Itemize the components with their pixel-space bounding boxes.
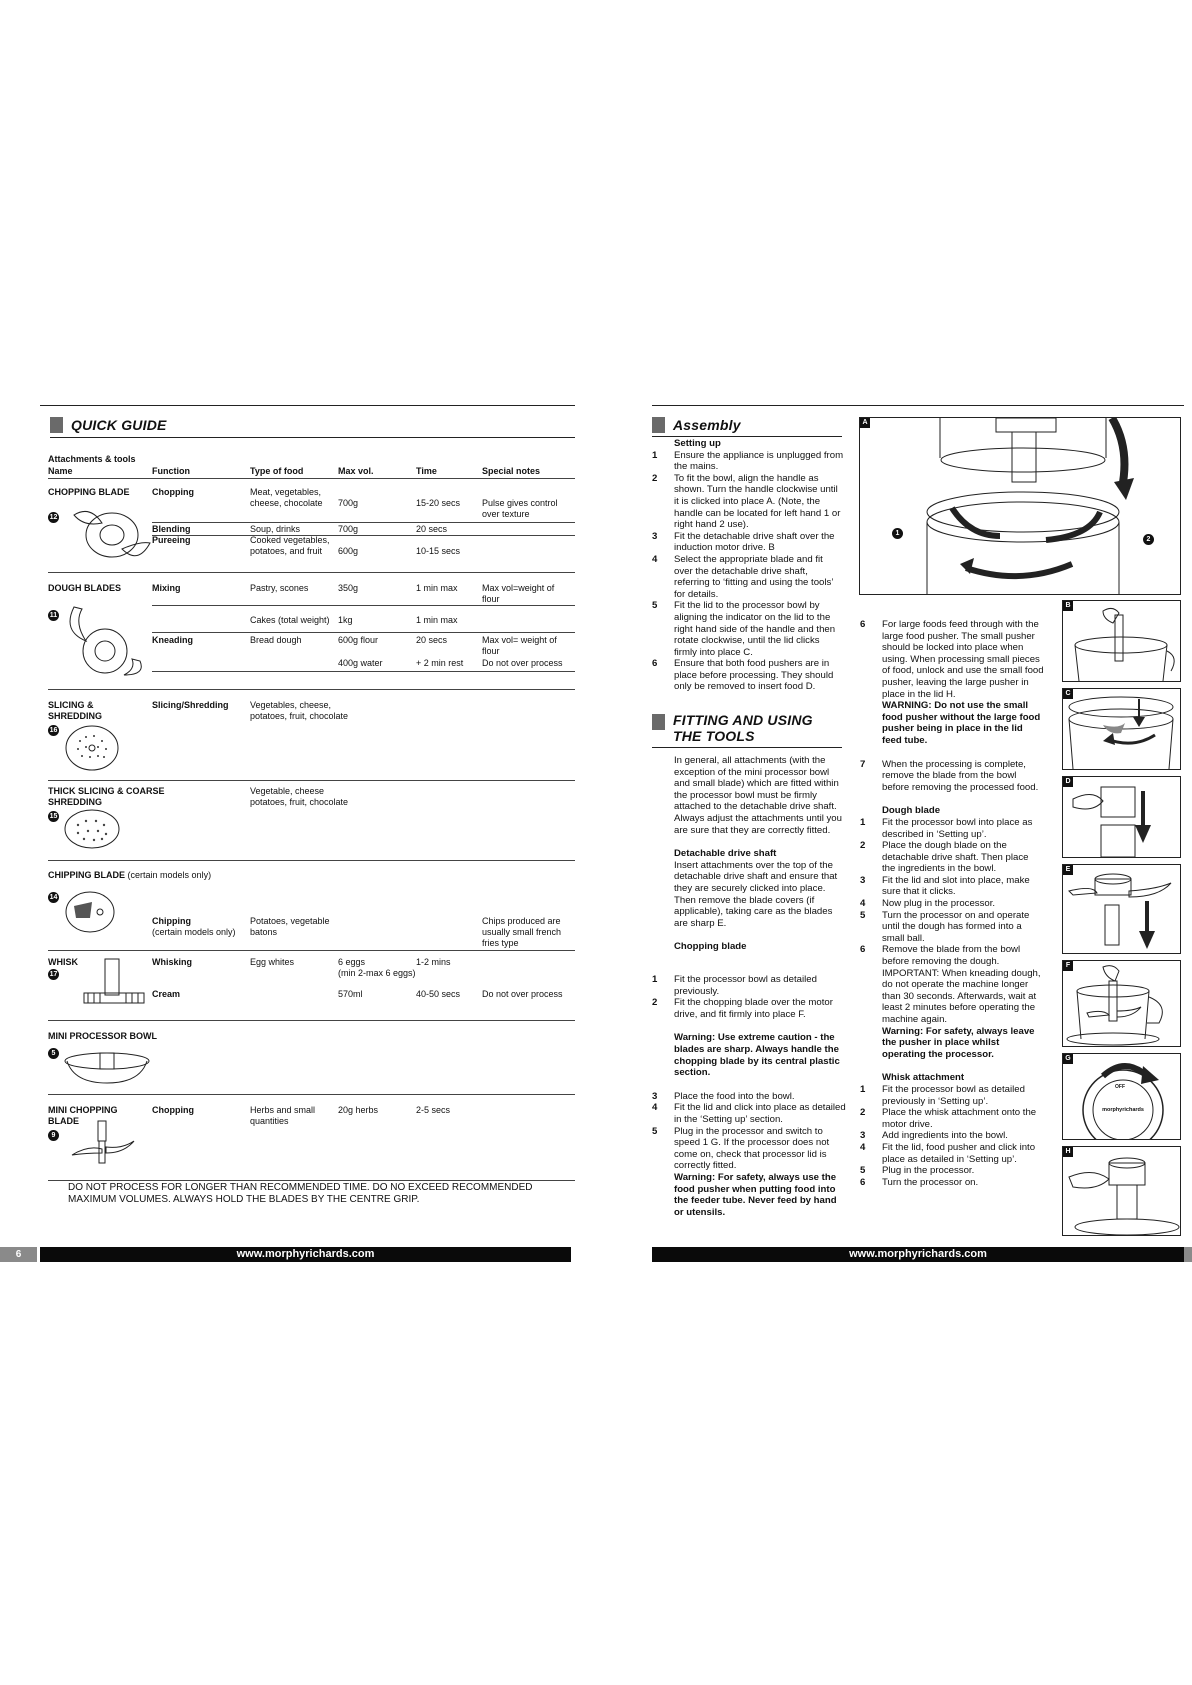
row-name: CHIPPING BLADE (48, 870, 126, 880)
step-item (860, 944, 1044, 1025)
step-item (652, 658, 844, 693)
fitting-column (674, 755, 846, 953)
fitting-header (652, 712, 845, 744)
cell-time: 1 min max (416, 615, 458, 625)
whisk-steps (860, 1084, 1044, 1188)
callout-2: 2 (1143, 534, 1154, 545)
right-page (652, 405, 1184, 1265)
badge-9: 9 (48, 1130, 59, 1141)
cell-time: 10-15 secs (416, 546, 461, 556)
row-name: MINI PROCESSOR BOWL (48, 1031, 158, 1041)
header-square-icon (50, 417, 63, 433)
header-name: Name (48, 466, 73, 476)
figure-a-illustration (860, 418, 1180, 594)
step-text: Fit the processor bowl into place as described in ‘Setting up’. (882, 816, 1033, 840)
step-item (860, 1130, 1044, 1142)
cell-time: 2-5 secs (416, 1105, 451, 1115)
figure-e (1062, 864, 1181, 954)
step-text: Place the whisk attachment onto the motor drive. (882, 1107, 1037, 1130)
step-text: Plug in the processor and switch to speed 1 G. If the processor does not come on, check that processor lid is correctly fitted. (674, 1125, 830, 1172)
step-text: To fit the bowl, align the handle as shown. Turn the handle clockwise until it is clicked into place A. (Note, the handle can be located for left hand 1 or right hand 2 use). (674, 472, 841, 531)
cell-vol: 700g (338, 498, 359, 508)
pusher-steps (860, 619, 1044, 700)
chopping-blade-illustration (62, 505, 154, 565)
cell-vol: 700g (338, 524, 359, 534)
row-name: DOUGH BLADES (48, 583, 122, 593)
figure-label: D (1063, 777, 1073, 787)
cell-food: Soup, drinks (250, 524, 301, 534)
dough-steps (860, 817, 1044, 1026)
header-square-icon (652, 714, 665, 730)
row-name: WHISK (48, 957, 78, 967)
dial-off-mark: OFF (1115, 1084, 1125, 1090)
row-rule (152, 605, 575, 606)
cell-food: Pastry, scones (250, 583, 309, 593)
step-text: Fit the lid, food pusher and click into place as detailed in ‘Setting up’. (882, 1141, 1036, 1165)
step-item (652, 1102, 846, 1125)
step-item (652, 974, 846, 997)
fitting-title: FITTING AND USING THE TOOLS (673, 712, 813, 744)
row-rule (48, 1180, 575, 1181)
cell-food: Potatoes, vegetable batons (250, 916, 330, 937)
step-text: Select the appropriate blade and fit over the detachable drive shaft, referring to ‘fitting and using the tools’ for details. (674, 553, 834, 600)
cell-notes: Do not over process (482, 658, 563, 668)
step-text: For large foods feed through with the large food pusher. The small pusher should be locked into place when using. When processing small pieces of food, unlock and use the small food pusher, leaving the large pusher in place in the lid H. (882, 619, 1044, 700)
step-number: 1 (860, 1083, 866, 1095)
chopping-warning: Warning: Use extreme caution - the blades are sharp. Always handle the chopping blade by its central plastic section. (674, 1032, 840, 1079)
cell-function: Kneading (152, 635, 194, 645)
assembly-column (652, 438, 844, 693)
figure-h (1062, 1146, 1181, 1236)
cell-vol: 350g (338, 583, 359, 593)
cell-food: Vegetable, cheese potatoes, fruit, chocolate (250, 786, 349, 807)
step-number: 5 (860, 909, 866, 921)
cell-function: Whisking (152, 957, 192, 967)
cell-food: Cooked vegetables, potatoes, and fruit (250, 535, 330, 556)
chopping-warning-2: Warning: For safety, always use the food pusher when putting food into the feeder tube. Never feed by hand or utensils. (674, 1171, 837, 1218)
row-rule (48, 572, 575, 573)
badge-12: 12 (49, 514, 58, 521)
assembly-title: Assembly (673, 417, 741, 433)
cell-vol: 400g water (338, 658, 383, 668)
figure-label: A (860, 418, 870, 428)
mini-blade-illustration (68, 1119, 138, 1167)
row-rule (48, 780, 575, 781)
cell-vol: 600g (338, 546, 359, 556)
header-rule (48, 478, 575, 479)
step-number: 4 (860, 1141, 866, 1153)
step-item (652, 1126, 846, 1172)
row-name: SLICING & SHREDDING (48, 700, 103, 721)
step-number: 2 (860, 1107, 866, 1119)
cell-function: Chopping (152, 1105, 194, 1115)
step-number: 6 (860, 944, 866, 956)
cell-vol: 600g flour (338, 635, 379, 645)
step-item (652, 1091, 846, 1103)
figure-label: H (1063, 1147, 1073, 1157)
mini-bowl-illustration (62, 1047, 152, 1087)
step-text: Fit the lid and slot into place, make sure that it clicks. (882, 874, 1030, 898)
dough-warning: Warning: For safety, always leave the pusher in place whilst operating the processor. (882, 1025, 1035, 1060)
step-item (860, 817, 1044, 840)
page-title: QUICK GUIDE (71, 417, 167, 433)
assembly-header (652, 417, 741, 433)
cell-food: Vegetables, cheese, potatoes, fruit, chocolate (250, 700, 349, 721)
step-text: Add ingredients into the bowl. (882, 1130, 1008, 1142)
cell-notes: Max vol= weight of flour (482, 635, 557, 656)
step-item (860, 898, 1044, 910)
step-number: 4 (860, 898, 866, 910)
figure-label: B (1063, 601, 1073, 611)
cell-time: 40-50 secs (416, 989, 461, 999)
dough-title: Dough blade (882, 805, 941, 817)
figure-g (1062, 1053, 1181, 1140)
step-text: Turn the processor on. (882, 1176, 979, 1188)
step-text: Plug in the processor. (882, 1165, 975, 1177)
badge-17: 17 (49, 971, 58, 978)
pusher-warning: WARNING: Do not use the small food pusher without the large food pusher being in place in the lid feed tube. (882, 700, 1041, 746)
step-text: Fit the chopping blade over the motor drive, and fit firmly into place F. (674, 997, 833, 1020)
cell-vol: 20g herbs (338, 1105, 379, 1115)
page-number: 6 (0, 1247, 37, 1262)
cell-function: Pureeing (152, 535, 191, 545)
setting-up-title: Setting up (674, 438, 721, 449)
chopping-title: Chopping blade (674, 941, 747, 953)
row-name: THICK SLICING & COARSE SHREDDING (48, 786, 165, 807)
step-text: Fit the lid and click into place as detailed in the ‘Setting up’ section. (674, 1102, 846, 1125)
step-number: 3 (860, 874, 866, 886)
left-page (40, 405, 575, 1265)
top-rule (40, 405, 575, 406)
figure-g-illustration (1063, 1054, 1180, 1139)
step-number: 4 (652, 553, 658, 565)
cell-function: Chopping (152, 487, 194, 497)
row-rule (48, 1020, 575, 1021)
step-item (652, 450, 844, 473)
quick-guide-header (50, 417, 167, 433)
step-number: 2 (860, 840, 866, 852)
row-rule (152, 671, 575, 672)
chopping-steps (652, 974, 846, 1020)
figure-label: E (1063, 865, 1073, 875)
page-edge-tab (1184, 1247, 1192, 1262)
dial-brand-label: morphyrichards (1102, 1107, 1144, 1113)
slicing-disc-illustration (62, 723, 122, 773)
cell-food: Bread dough (250, 635, 302, 645)
step-item (860, 840, 1044, 875)
step-text: When the processing is complete, remove the blade from the bowl before removing the processed food. (882, 758, 1039, 793)
step-number: 6 (860, 619, 866, 630)
step-item (860, 619, 1044, 700)
step-text: Place the food into the bowl. (674, 1090, 795, 1102)
step-item (860, 1107, 1044, 1130)
header-square-icon (652, 417, 665, 433)
step-item (652, 997, 846, 1020)
cell-time: + 2 min rest (416, 658, 464, 668)
header-vol: Max vol. (338, 466, 374, 476)
step-item (652, 473, 844, 531)
cell-time: 1-2 mins (416, 957, 451, 967)
cell-time: 1 min max (416, 583, 458, 593)
cell-function: Slicing/Shredding (152, 700, 229, 710)
step-number: 2 (652, 472, 658, 484)
completion-steps (860, 759, 1044, 794)
figure-h-illustration (1063, 1147, 1180, 1235)
step-text: Remove the blade from the bowl before removing the dough. IMPORTANT: When kneading dough, do not operate the machine longer than 30 seconds. Afterwards, wait at least 2 minutes before operating the machine again. (882, 944, 1041, 1025)
step-text: Ensure the appliance is unplugged from the mains. (674, 449, 844, 473)
callout-1: 1 (892, 528, 903, 539)
row-rule (48, 950, 575, 951)
cell-time: 15-20 secs (416, 498, 461, 508)
drive-shaft-text: Insert attachments over the top of the detachable drive shaft and ensure that they are securely clicked into place. Then remove the blade covers (if applicable), taking care as the blades are sharp E. (674, 859, 838, 929)
row-rule (48, 689, 575, 690)
step-item (652, 600, 844, 658)
badge-15: 15 (49, 813, 58, 820)
row-rule (48, 1094, 575, 1095)
step-number: 7 (860, 758, 866, 770)
title-rule (652, 436, 842, 437)
badge-14: 14 (49, 894, 58, 901)
row-name: CHOPPING BLADE (48, 487, 130, 497)
step-item (860, 1142, 1044, 1165)
figure-label: C (1063, 689, 1073, 699)
drive-shaft-title: Detachable drive shaft (674, 848, 777, 860)
cell-function: Mixing (152, 583, 181, 593)
warning-note: DO NOT PROCESS FOR LONGER THAN RECOMMENDED TIME. DO NO EXCEED RECOMMENDED MAXIMUM VOLUMES. ALWAYS HOLD THE BLADES BY THE CENTRE GRIP. (68, 1182, 533, 1205)
row-rule (152, 632, 575, 633)
cell-vol-sub: (min 2-max 6 eggs) (338, 968, 416, 978)
step-number: 5 (860, 1165, 866, 1177)
step-text: Fit the processor bowl as detailed previously in ‘Setting up’. (882, 1083, 1025, 1107)
badge-11: 11 (49, 612, 58, 619)
figure-f (1062, 960, 1181, 1047)
figure-e-illustration (1063, 865, 1180, 953)
step-number: 3 (652, 1090, 658, 1102)
figure-b-illustration (1063, 601, 1180, 681)
dough-blade-illustration (60, 601, 150, 681)
step-item (860, 1084, 1044, 1107)
step-text: Fit the detachable drive shaft over the induction motor drive. B (674, 530, 835, 554)
cell-notes: Chips produced are usually small french fries type (482, 916, 562, 948)
figure-d-illustration (1063, 777, 1180, 857)
step-number: 5 (652, 600, 658, 612)
step-text: Fit the lid to the processor bowl by aligning the indicator on the lid to the right hand side of the handle and then rotate clockwise, until the lid clicks firmly into place C. (674, 600, 836, 658)
row-rule (152, 522, 575, 523)
row-name-suffix: (certain models only) (127, 870, 212, 880)
title-rule (50, 437, 575, 438)
row-name: MINI CHOPPING BLADE (48, 1105, 118, 1126)
step-number: 1 (652, 974, 658, 985)
step-text: Place the dough blade on the detachable drive shaft. Then place the ingredients in the bowl. (882, 840, 1029, 875)
chopping-steps-cont (652, 1091, 846, 1172)
cell-function: Blending (152, 524, 191, 534)
step-item (860, 759, 1044, 794)
badge-5: 5 (48, 1048, 59, 1059)
figure-label: G (1063, 1054, 1073, 1064)
figure-c (1062, 688, 1181, 770)
chipping-disc-illustration (62, 888, 118, 936)
header-notes: Special notes (482, 466, 541, 476)
cell-notes: Pulse gives control over texture (482, 498, 558, 519)
figure-b (1062, 600, 1181, 682)
step-number: 4 (652, 1102, 658, 1114)
step-item (860, 910, 1044, 945)
step-number: 5 (652, 1125, 658, 1137)
figure-f-illustration (1063, 961, 1180, 1046)
title-rule (652, 747, 842, 748)
cell-notes: Max vol=weight of flour (482, 583, 555, 604)
step-text: Ensure that both food pushers are in place before processing. They should only be removed to insert food D. (674, 658, 834, 693)
figure-label: F (1063, 961, 1073, 971)
setting-up-steps (652, 450, 844, 693)
step-item (860, 1177, 1044, 1189)
footer-url-right[interactable]: www.morphyrichards.com (652, 1247, 1184, 1262)
cell-food: Herbs and small quantities (250, 1105, 316, 1126)
step-text: Fit the processor bowl as detailed previously. (674, 974, 817, 997)
cell-function: Cream (152, 989, 181, 999)
row-rule (152, 535, 575, 536)
coarse-disc-illustration (62, 807, 122, 852)
cell-food: Egg whites (250, 957, 295, 967)
footer-url-left[interactable]: www.morphyrichards.com (40, 1247, 571, 1262)
instruction-column-2 (860, 619, 1044, 1188)
cell-function-sub: (certain models only) (152, 927, 236, 937)
badge-16: 16 (49, 727, 58, 734)
step-text: Now plug in the processor. (882, 898, 996, 910)
cell-vol: 6 eggs (338, 957, 366, 967)
step-text: Turn the processor on and operate until the dough has formed into a small ball. (882, 909, 1030, 944)
cell-time: 20 secs (416, 524, 448, 534)
step-number: 1 (860, 816, 866, 828)
step-number: 6 (652, 658, 658, 670)
step-item (860, 875, 1044, 898)
header-time: Time (416, 466, 437, 476)
step-item (860, 1165, 1044, 1177)
cell-time: 20 secs (416, 635, 448, 645)
step-number: 1 (652, 449, 658, 461)
step-number: 3 (860, 1130, 866, 1142)
figure-a (859, 417, 1181, 595)
table-caption: Attachments & tools (48, 454, 136, 464)
whisk-illustration (80, 957, 150, 1007)
cell-function: Chipping (152, 916, 191, 926)
chopping-column (652, 974, 846, 1218)
cell-notes: Do not over process (482, 989, 563, 999)
step-number: 3 (652, 530, 658, 542)
cell-vol: 570ml (338, 989, 363, 999)
cell-vol: 1kg (338, 615, 353, 625)
figure-c-illustration (1063, 689, 1180, 769)
top-rule (652, 405, 1184, 406)
figure-d (1062, 776, 1181, 858)
step-item (652, 531, 844, 554)
row-rule (48, 860, 575, 861)
cell-food: Meat, vegetables, cheese, chocolate (250, 487, 323, 508)
header-food: Type of food (250, 466, 304, 476)
step-item (652, 554, 844, 600)
step-number: 2 (652, 997, 658, 1009)
header-function: Function (152, 466, 190, 476)
fitting-intro: In general, all attachments (with the exception of the mini processor bowl and small blade) which are fitted within the processor bowl must be firmly attached to the detachable drive shaft. Always adjust the attachments until you are sure that they are correctly fitted. (674, 755, 842, 836)
whisk-title: Whisk attachment (882, 1072, 965, 1084)
step-number: 6 (860, 1176, 866, 1188)
cell-food: Cakes (total weight) (250, 615, 330, 625)
